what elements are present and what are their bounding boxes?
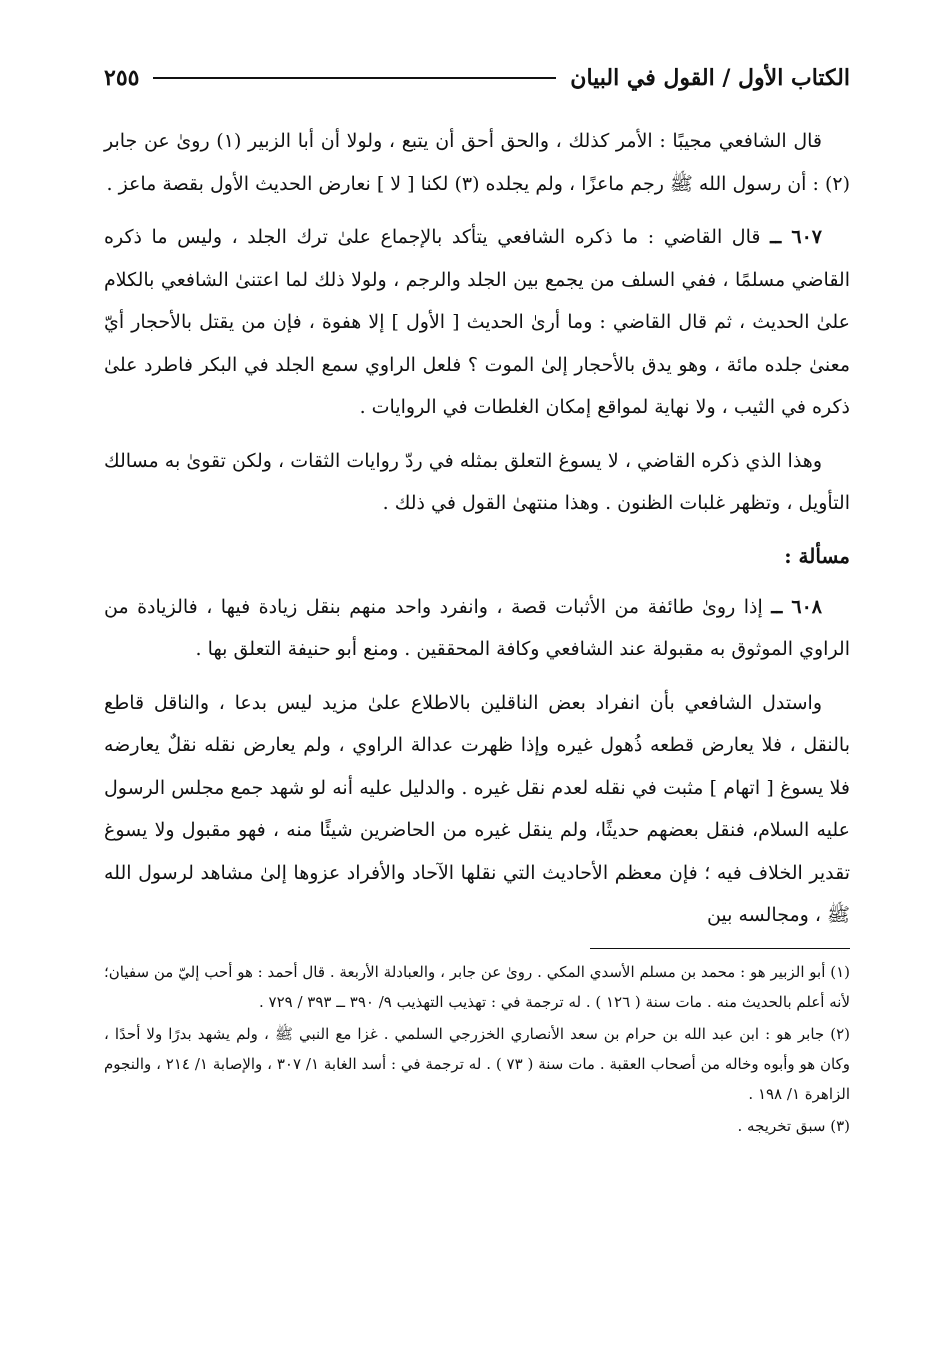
paragraph-text: واستدل الشافعي بأن انفراد بعض الناقلين بالاطلاع علىٰ مزيد ليس بدعا ، والناقل قاطع بالنقل ، فلا يعارض قطعه ذُهول غيره وإذا ظهرت عدالة الراوي ، ولم يعارض نقله نقلٌ يعارضه فلا يسوغ [ اتهام ] مثبت في نقله لعدم نقل غيره . والدليل عليه أنه لو شهد جمع مجلس الرسول عليه السلام، فنقل بعضهم حديثًا، ولم ينقل غيره من الحاضرين شيئًا منه ، فهو مقبول ولا يسوغ تقدير الخلاف فيه ؛ فإن معظم الأحاديث التي نقلها الآحاد والأفراد عزوها إلىٰ مشاهد لرسول الله ﷺ ، ومجالسه بين [104, 691, 850, 926]
paragraph-1 [104, 120, 850, 205]
paragraph-5 [104, 682, 850, 937]
header-rule [153, 77, 556, 79]
footnote-1: (١) أبو الزبير هو : محمد بن مسلم الأسدي المكي . روىٰ عن جابر ، والعبادلة الأربعة . قال أحمد : هو أحب إليّ من سفيان؛ لأنه أعلم بالحديث منه . مات سنة ( ١٢٦ ) . له ترجمة في : تهذيب التهذيب ٩/ ٣٩٠ ــ ٣٩٣ / ٧٢٩ . [104, 962, 850, 1011]
page-header [104, 58, 850, 98]
footnotes [104, 957, 850, 1141]
page-number: ٢٥٥ [104, 65, 140, 91]
footnote-2: (٢) جابر هو : ابن عبد الله بن حرام بن سعد الأنصاري الخزرجي السلمي . غزا مع النبي ﷺ ، ولم يشهد بدرًا ولا أحدًا ، وكان هو وأبوه وخاله من أصحاب العقبة . مات سنة ( ٧٣ ) . له ترجمة في : أسد الغابة ١/ ٣٠٧ ، والإصابة ١/ ٢١٤ ، والنجوم الزاهرة ١/ ١٩٨ . [104, 1024, 850, 1103]
section-heading: مسألة : [784, 543, 850, 568]
body-text [104, 120, 850, 937]
paragraph-text: إذا روىٰ طائفة من الأثبات قصة ، وانفرد واحد منهم بنقل زيادة فيها ، فالزيادة من الراوي الموثوق به مقبولة عند الشافعي وكافة المحققين . ومنع أبو حنيفة التعلق بها . [104, 595, 850, 660]
paragraph-607 [104, 216, 850, 429]
paragraph-text: قال القاضي : ما ذكره الشافعي يتأكد بالإجماع علىٰ ترك الجلد ، وليس ما ذكره القاضي مسلمًا ، ففي السلف من يجمع بين الجلد والرجم ، ولولا ذلك لما اعتنىٰ الشافعي بالكلام علىٰ الحديث ، ثم قال القاضي : وما أرىٰ الحديث [ الأول ] إلا هفوة ، فإن من يقتل بالأحجار أيّ معنىٰ جلده مائة ، وهو يدق بالأحجار إلىٰ الموت ؟ فلعل الراوي سمع الجلد في البكر فاطرد علىٰ ذكره في الثيب ، ولا نهاية لمواقع إمكان الغلطات في الروايات . [104, 226, 850, 418]
footnote-3: (٣) سبق تخريجه . [737, 1116, 850, 1135]
paragraph-text: قال الشافعي مجيبًا : الأمر كذلك ، والحق أحق أن يتبع ، ولولا أن أبا الزبير (١) روىٰ عن جابر (٢) : أن رسول الله ﷺ رجم ماعزًا ، ولم يجلده (٣) لكنا [ لا ] نعارض الحديث الأول بقصة ماعز . [104, 130, 850, 195]
running-title: الكتاب الأول / القول في البيان [570, 65, 850, 91]
paragraph-608 [104, 586, 850, 671]
paragraph-text: وهذا الذي ذكره القاضي ، لا يسوغ التعلق بمثله في ردّ روايات الثقات ، ولكن تقوىٰ به مسالك التأويل ، وتظهر غلبات الظنون . وهذا منتهىٰ القول في ذلك . [104, 449, 850, 514]
footnote-rule [590, 948, 850, 949]
paragraph-number: ٦٠٨ ــ [771, 595, 822, 618]
paragraph-3 [104, 440, 850, 525]
paragraph-number: ٦٠٧ ــ [770, 226, 822, 248]
